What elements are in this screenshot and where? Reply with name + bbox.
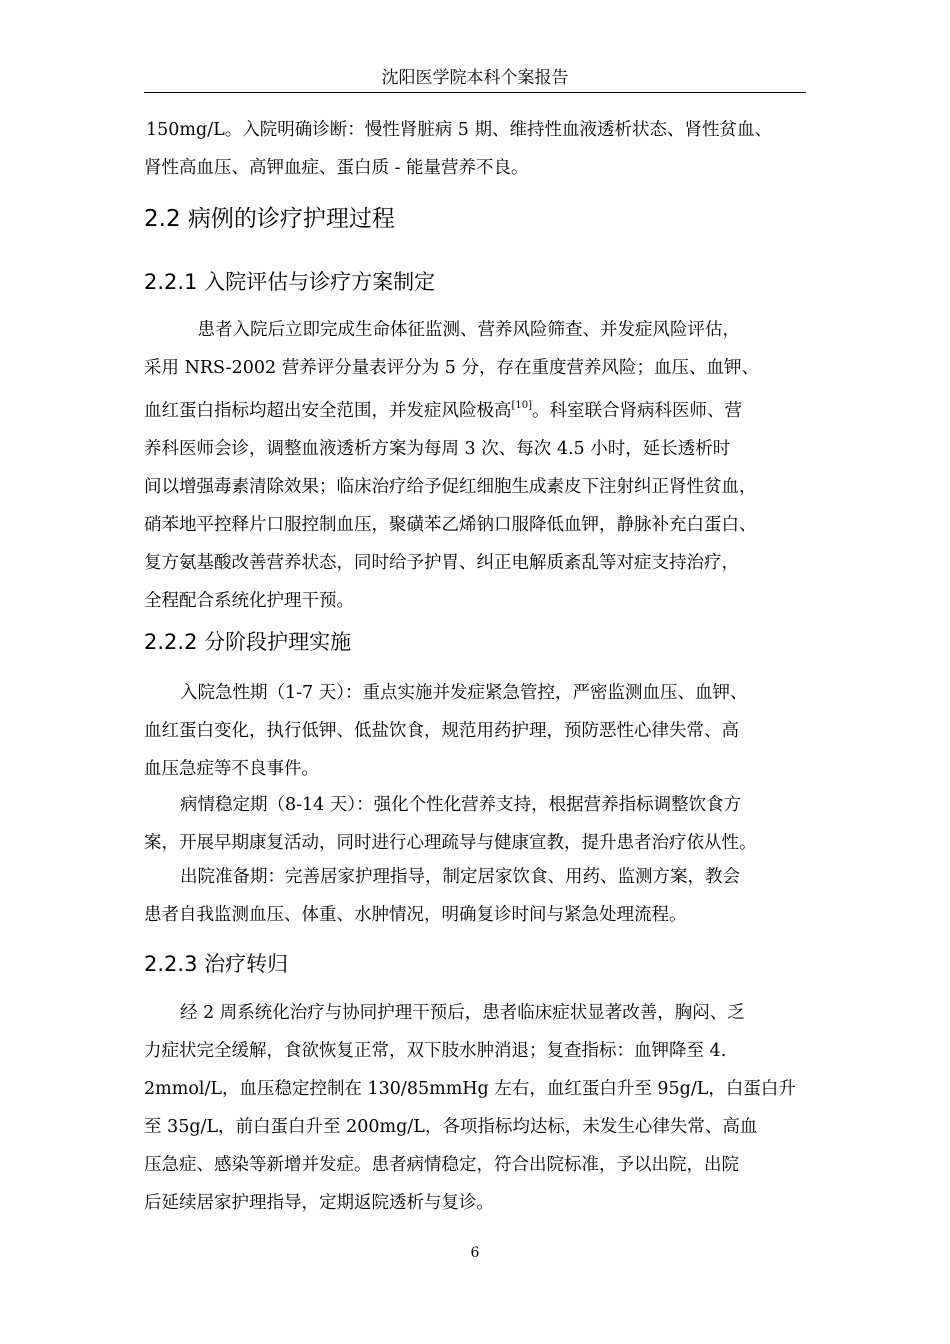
page-header	[144, 64, 806, 93]
header-title: 沈阳医学院本科个案报告	[381, 68, 569, 88]
paragraph-line: 采用 NRS-2002 营养评分量表评分为 5 分，存在重度营养风险；血压、血钾、	[144, 358, 759, 378]
section-heading-2-2-1: 2.2.1 入院评估与诊疗方案制定	[144, 270, 436, 294]
paragraph-line: 至 35g/L，前白蛋白升至 200mg/L，各项指标均达标，未发生心律失常、高血	[144, 1117, 758, 1137]
paragraph-line: 案，开展早期康复活动，同时进行心理疏导与健康宣教，提升患者治疗依从性。	[144, 833, 757, 853]
line-text: 血红蛋白指标均超出安全范围，并发症风险极高	[144, 401, 512, 421]
paragraph-line: 全程配合系统化护理干预。	[144, 591, 354, 611]
paragraph-line: 肾性高血压、高钾血症、蛋白质 - 能量营养不良。	[144, 158, 529, 178]
phase-stable-paragraph	[144, 786, 806, 862]
phase-discharge-paragraph	[144, 858, 806, 934]
section-heading-2-2-3: 2.2.3 治疗转归	[144, 952, 289, 976]
paragraph-line: 后延续居家护理指导，定期返院透析与复诊。	[144, 1193, 494, 1213]
paragraph-line: 出院准备期：完善居家护理指导，制定居家饮食、用药、监测方案，教会	[180, 867, 740, 887]
paragraph-line: 硝苯地平控释片口服控制血压，聚磺苯乙烯钠口服降低血钾，静脉补充白蛋白、	[144, 515, 757, 535]
paragraph-line: 血红蛋白变化，执行低钾、低盐饮食，规范用药护理，预防恶性心律失常、高	[144, 721, 739, 741]
line-text: 。科室联合肾病科医师、营	[532, 401, 743, 421]
paragraph-line	[144, 387, 806, 430]
paragraph-line: 养科医师会诊，调整血液透析方案为每周 3 次、每次 4.5 小时，延长透析时	[144, 439, 731, 459]
paragraph-line: 150mg/L。入院明确诊断：慢性肾脏病 5 期、维持性血液透析状态、肾性贫血、	[146, 120, 772, 140]
paragraph-line: 患者入院后立即完成生命体征监测、营养风险筛查、并发症风险评估，	[180, 320, 740, 340]
section-heading-2-2: 2.2 病例的诊疗护理过程	[144, 206, 395, 232]
paragraph-line: 复方氨基酸改善营养状态，同时给予护胃、纠正电解质紊乱等对症支持治疗，	[144, 553, 739, 573]
outcome-paragraph	[144, 994, 806, 1222]
paragraph-line: 经 2 周系统化治疗与协同护理干预后，患者临床症状显著改善，胸闷、乏	[180, 1003, 745, 1023]
paragraph-line: 入院急性期（1-7 天）：重点实施并发症紧急管控，严密监测血压、血钾、	[180, 683, 748, 703]
paragraph-line: 2mmol/L，血压稳定控制在 130/85mmHg 左右，血红蛋白升至 95g/L，白蛋白升	[144, 1079, 796, 1099]
citation-ref: [10]	[511, 400, 533, 411]
paragraph-line: 血压急症等不良事件。	[144, 759, 319, 779]
paragraph-line: 力症状完全缓解，食欲恢复正常，双下肢水肿消退；复查指标：血钾降至 4.	[144, 1041, 727, 1061]
paragraph-line: 压急症、感染等新增并发症。患者病情稳定，符合出院标准，予以出院，出院	[144, 1155, 739, 1175]
section-heading-2-2-2: 2.2.2 分阶段护理实施	[144, 630, 352, 654]
assessment-paragraph	[144, 311, 806, 620]
phase-acute-paragraph	[144, 674, 806, 788]
page-number: 6	[470, 1245, 480, 1261]
paragraph-line: 间以增强毒素清除效果；临床治疗给予促红细胞生成素皮下注射纠正肾性贫血，	[144, 477, 757, 497]
intro-paragraph	[144, 111, 806, 187]
paragraph-line: 患者自我监测血压、体重、水肿情况，明确复诊时间与紧急处理流程。	[144, 905, 687, 925]
paragraph-line: 病情稳定期（8-14 天）：强化个性化营养支持，根据营养指标调整饮食方	[180, 795, 742, 815]
